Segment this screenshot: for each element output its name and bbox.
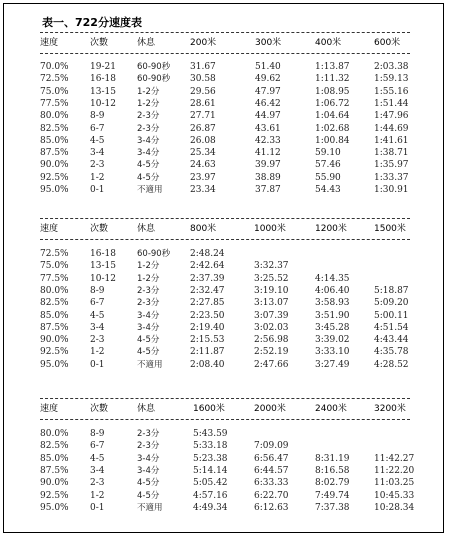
table-cell: 37.87	[255, 185, 281, 195]
table-cell: 2:48.24	[190, 249, 225, 259]
table-cell: 1:47.96	[374, 111, 409, 122]
table-cell: 44.97	[255, 111, 281, 122]
column-header: 休息	[137, 224, 156, 234]
table-cell: 5:14.14	[193, 465, 228, 476]
table-cell: 3-4	[90, 322, 105, 333]
table-cell: 2:56.98	[254, 335, 289, 346]
table-row	[40, 124, 410, 135]
table-row	[40, 148, 410, 159]
table-cell: 55.90	[315, 172, 341, 183]
table-cell: 31.67	[190, 62, 216, 72]
table-cell: 5:43.59	[193, 429, 228, 439]
table-cell: 1:59.13	[374, 74, 409, 85]
table-cell: 3-4	[90, 465, 105, 476]
table-cell: 43.61	[255, 123, 281, 134]
table-cell: 2-3分	[137, 429, 160, 439]
table-cell: 85.0%	[40, 453, 69, 464]
table-cell: 90.0%	[40, 478, 69, 489]
table-cell: 72.5%	[40, 74, 69, 85]
table-cell: 28.61	[190, 98, 216, 109]
table-cell: 26.87	[190, 123, 216, 134]
table-cell: 6:22.70	[254, 490, 289, 501]
table-cell: 4:57.16	[193, 490, 228, 501]
table-cell: 80.0%	[40, 429, 69, 439]
table-cell: 11:22.20	[374, 465, 415, 476]
table-cell: 1-2	[90, 490, 105, 501]
table-row	[40, 99, 410, 110]
table-cell: 1:33.37	[374, 172, 409, 183]
column-header: 200米	[190, 38, 217, 48]
table-cell: 1:44.69	[374, 123, 409, 134]
table-row	[40, 453, 415, 465]
table-cell: 95.0%	[40, 359, 69, 370]
table-cell: 2:52.19	[254, 347, 289, 358]
table-cell: 75.0%	[40, 86, 69, 97]
table-cell: 8-9	[90, 111, 105, 122]
table-cell: 6:33.33	[254, 478, 289, 489]
table-cell: 75.0%	[40, 261, 69, 272]
column-header: 速度	[40, 224, 59, 234]
table-cell: 85.0%	[40, 135, 69, 146]
table-cell: 8:16.58	[315, 465, 350, 476]
table-row	[40, 323, 410, 334]
table-cell: 8:31.19	[315, 453, 350, 464]
column-header: 800米	[190, 224, 217, 234]
table-cell: 4-5分	[137, 347, 160, 358]
table-cell: 77.5%	[40, 98, 69, 109]
table-cell: 1:55.16	[374, 86, 409, 97]
table-cell: 54.43	[315, 185, 341, 195]
table-cell: 10:45.33	[374, 490, 415, 501]
column-header: 300米	[255, 38, 282, 48]
table-cell: 0-1	[90, 502, 105, 513]
table-cell: 29.56	[190, 86, 216, 97]
table-cell: 42.33	[255, 135, 281, 146]
table-cell: 5:00.11	[374, 310, 409, 321]
table-cell: 4-5	[90, 453, 105, 464]
table-cell: 8-9	[90, 429, 105, 439]
table-cell: 7:09.09	[254, 441, 289, 452]
table-rule-top	[40, 218, 410, 219]
column-header: 休息	[137, 404, 156, 414]
table-row	[40, 136, 410, 147]
table-cell: 16-18	[90, 249, 116, 259]
table-cell: 0-1	[90, 185, 105, 195]
table-cell: 3-4分	[137, 148, 160, 159]
table-cell: 2-3	[90, 335, 105, 346]
table-cell: 4:35.78	[374, 347, 409, 358]
table-row	[40, 111, 410, 122]
table-cell: 5:09.20	[374, 298, 409, 309]
table-cell: 4:49.34	[193, 502, 228, 513]
table-cell: 13-15	[90, 86, 116, 97]
column-header: 600米	[374, 38, 401, 48]
table-cell: 3:19.10	[254, 285, 289, 296]
table-cell: 0-1	[90, 359, 105, 370]
table-cell: 59.10	[315, 148, 341, 159]
table-cell: 3:07.39	[254, 310, 289, 321]
table-cell: 4-5分	[137, 160, 160, 171]
table-header-row	[40, 404, 410, 415]
table-cell: 3:39.02	[315, 335, 350, 346]
table-cell: 1:02.68	[315, 123, 350, 134]
table-cell: 77.5%	[40, 273, 69, 284]
table-cell: 10-12	[90, 98, 116, 109]
table-row	[40, 360, 410, 371]
table-cell: 95.0%	[40, 185, 69, 195]
table-row	[40, 347, 410, 358]
table-cell: 6-7	[90, 123, 105, 134]
table-cell: 4-5	[90, 310, 105, 321]
table-cell: 2-3分	[137, 111, 160, 122]
table-cell: 4-5分	[137, 172, 160, 183]
table-cell: 7:49.74	[315, 490, 350, 501]
table-cell: 2:23.50	[190, 310, 225, 321]
table-cell: 10:28.34	[374, 502, 415, 513]
table-cell: 3-4分	[137, 465, 160, 476]
table-cell: 3-4分	[137, 135, 160, 146]
table-cell: 60-90秒	[137, 62, 171, 72]
table-row	[40, 185, 410, 196]
table-row	[40, 478, 415, 489]
table-cell: 92.5%	[40, 347, 69, 358]
table-row	[40, 87, 410, 98]
table-cell: 1:13.87	[315, 62, 350, 72]
column-header: 1500米	[374, 224, 406, 234]
table-cell: 90.0%	[40, 335, 69, 346]
table-row	[40, 490, 415, 502]
table-cell: 不適用	[137, 359, 163, 370]
table-cell: 51.40	[255, 62, 281, 72]
table-row	[40, 298, 410, 309]
speed-table-1	[40, 32, 410, 203]
table-cell: 87.5%	[40, 148, 69, 159]
speed-table-3	[40, 398, 415, 521]
table-cell: 80.0%	[40, 111, 69, 122]
table-cell: 3:02.03	[254, 322, 289, 333]
table-cell: 7:37.38	[315, 502, 350, 513]
table-cell: 3-4分	[137, 322, 160, 333]
table-cell: 95.0%	[40, 502, 69, 513]
table-cell: 2:19.40	[190, 322, 225, 333]
table-row	[40, 160, 410, 171]
table-cell: 4-5分	[137, 335, 160, 346]
table-cell: 不適用	[137, 502, 163, 513]
table-cell: 1:11.32	[315, 74, 350, 85]
table-cell: 2:11.87	[190, 347, 225, 358]
table-row	[40, 62, 410, 73]
table-cell: 60-90秒	[137, 74, 171, 85]
table-cell: 4:28.52	[374, 359, 409, 370]
table-cell: 87.5%	[40, 465, 69, 476]
table-row	[40, 441, 410, 452]
table-cell: 30.58	[190, 74, 216, 85]
table-cell: 13-15	[90, 261, 116, 272]
table-cell: 3-4分	[137, 310, 160, 321]
table-row	[40, 429, 410, 440]
table-cell: 24.63	[190, 160, 216, 171]
table-rule-top	[40, 32, 410, 33]
table-cell: 19-21	[90, 62, 116, 72]
table-cell: 11:03.25	[374, 478, 415, 489]
table-cell: 1:51.44	[374, 98, 409, 109]
table-rule-header	[40, 419, 410, 420]
speed-table-2	[40, 218, 410, 378]
table-cell: 38.89	[255, 172, 281, 183]
table-cell: 46.42	[255, 98, 281, 109]
table-rule-top	[40, 398, 410, 399]
table-cell: 2-3分	[137, 123, 160, 134]
column-header: 3200米	[374, 404, 406, 414]
table-cell: 60-90秒	[137, 249, 171, 259]
table-cell: 3-4分	[137, 453, 160, 464]
table-row	[40, 274, 410, 285]
table-cell: 1-2分	[137, 98, 160, 109]
table-cell: 2:32.47	[190, 285, 225, 296]
table-row	[40, 261, 410, 272]
column-header: 次數	[90, 404, 109, 414]
table-cell: 4:43.44	[374, 335, 409, 346]
table-cell: 23.97	[190, 172, 216, 183]
table-cell: 47.97	[255, 86, 281, 97]
table-cell: 92.5%	[40, 172, 69, 183]
table-cell: 6-7	[90, 441, 105, 452]
table-cell: 57.46	[315, 160, 341, 171]
table-cell: 2:15.53	[190, 335, 225, 346]
table-cell: 1:38.71	[374, 148, 409, 159]
table-cell: 1-2	[90, 172, 105, 183]
column-header: 休息	[137, 38, 156, 48]
table-cell: 70.0%	[40, 62, 69, 72]
table-row	[40, 335, 410, 346]
table-cell: 2-3分	[137, 285, 160, 296]
table-cell: 1:08.95	[315, 86, 350, 97]
table-cell: 82.5%	[40, 441, 69, 452]
table-row	[40, 74, 410, 85]
table-cell: 不適用	[137, 185, 163, 195]
table-cell: 3:27.49	[315, 359, 350, 370]
column-header: 次數	[90, 224, 109, 234]
column-header: 2000米	[254, 404, 286, 414]
table-cell: 25.34	[190, 148, 216, 159]
table-cell: 1-2分	[137, 273, 160, 284]
table-cell: 5:18.87	[374, 285, 409, 296]
table-cell: 72.5%	[40, 249, 69, 259]
table-cell: 6:12.63	[254, 502, 289, 513]
table-cell: 4:51.54	[374, 322, 409, 333]
column-header: 速度	[40, 404, 59, 414]
table-header-row	[40, 224, 410, 235]
table-cell: 27.71	[190, 111, 216, 122]
table-row	[40, 249, 410, 260]
table-cell: 87.5%	[40, 322, 69, 333]
table-cell: 8:02.79	[315, 478, 350, 489]
table-row	[40, 286, 410, 297]
table-cell: 1-2分	[137, 261, 160, 272]
table-row	[40, 311, 410, 322]
table-cell: 92.5%	[40, 490, 69, 501]
column-header: 2400米	[315, 404, 347, 414]
table-cell: 1-2分	[137, 86, 160, 97]
table-cell: 39.97	[255, 160, 281, 171]
table-cell: 3:58.93	[315, 298, 350, 309]
table-cell: 6:44.57	[254, 465, 289, 476]
table-cell: 4-5	[90, 135, 105, 146]
column-header: 400米	[315, 38, 342, 48]
column-header: 次數	[90, 38, 109, 48]
table-cell: 1:35.97	[374, 160, 409, 171]
table-cell: 3:33.10	[315, 347, 350, 358]
table-cell: 2:27.85	[190, 298, 225, 309]
table-cell: 1:30.91	[374, 185, 409, 195]
table-cell: 5:23.38	[193, 453, 228, 464]
table-cell: 26.08	[190, 135, 216, 146]
table-cell: 3:51.90	[315, 310, 350, 321]
column-header: 速度	[40, 38, 59, 48]
table-cell: 2:42.64	[190, 261, 225, 272]
table-cell: 11:42.27	[374, 453, 415, 464]
table-cell: 2-3分	[137, 298, 160, 309]
table-cell: 49.62	[255, 74, 281, 85]
table-cell: 3:13.07	[254, 298, 289, 309]
column-header: 1000米	[254, 224, 286, 234]
table-cell: 1:06.72	[315, 98, 350, 109]
table-cell: 10-12	[90, 273, 116, 284]
table-cell: 82.5%	[40, 123, 69, 134]
table-row	[40, 502, 415, 514]
column-header: 1200米	[315, 224, 347, 234]
table-cell: 1-2	[90, 347, 105, 358]
table-cell: 1:41.61	[374, 135, 409, 146]
table-cell: 85.0%	[40, 310, 69, 321]
table-cell: 41.12	[255, 148, 281, 159]
table-cell: 16-18	[90, 74, 116, 85]
table-cell: 3:45.28	[315, 322, 350, 333]
table-cell: 6:56.47	[254, 453, 289, 464]
table-cell: 8-9	[90, 285, 105, 296]
table-cell: 2-3	[90, 478, 105, 489]
table-cell: 80.0%	[40, 285, 69, 296]
table-cell: 3-4	[90, 148, 105, 159]
table-cell: 2:03.38	[374, 62, 409, 72]
table-rule-header	[40, 239, 410, 240]
table-cell: 4-5分	[137, 490, 160, 501]
table-cell: 2:37.39	[190, 273, 225, 284]
table-header-row	[40, 38, 410, 49]
table-cell: 2-3分	[137, 441, 160, 452]
page-title: 表一、722分速度表	[42, 16, 142, 29]
table-row	[40, 465, 415, 477]
table-cell: 2-3	[90, 160, 105, 171]
table-cell: 4-5分	[137, 478, 160, 489]
table-cell: 3:32.37	[254, 261, 289, 272]
table-cell: 6-7	[90, 298, 105, 309]
table-cell: 3:25.52	[254, 273, 289, 284]
table-cell: 82.5%	[40, 298, 69, 309]
table-row	[40, 173, 410, 184]
table-cell: 1:04.64	[315, 111, 350, 122]
table-cell: 2:08.40	[190, 359, 225, 370]
table-cell: 2:47.66	[254, 359, 289, 370]
table-cell: 4:06.40	[315, 285, 350, 296]
table-cell: 23.34	[190, 185, 216, 195]
table-cell: 5:33.18	[193, 441, 228, 452]
table-cell: 4:14.35	[315, 273, 350, 284]
table-cell: 90.0%	[40, 160, 69, 171]
table-cell: 1:00.84	[315, 135, 350, 146]
column-header: 1600米	[193, 404, 225, 414]
table-rule-header	[40, 53, 410, 54]
table-cell: 5:05.42	[193, 478, 228, 489]
